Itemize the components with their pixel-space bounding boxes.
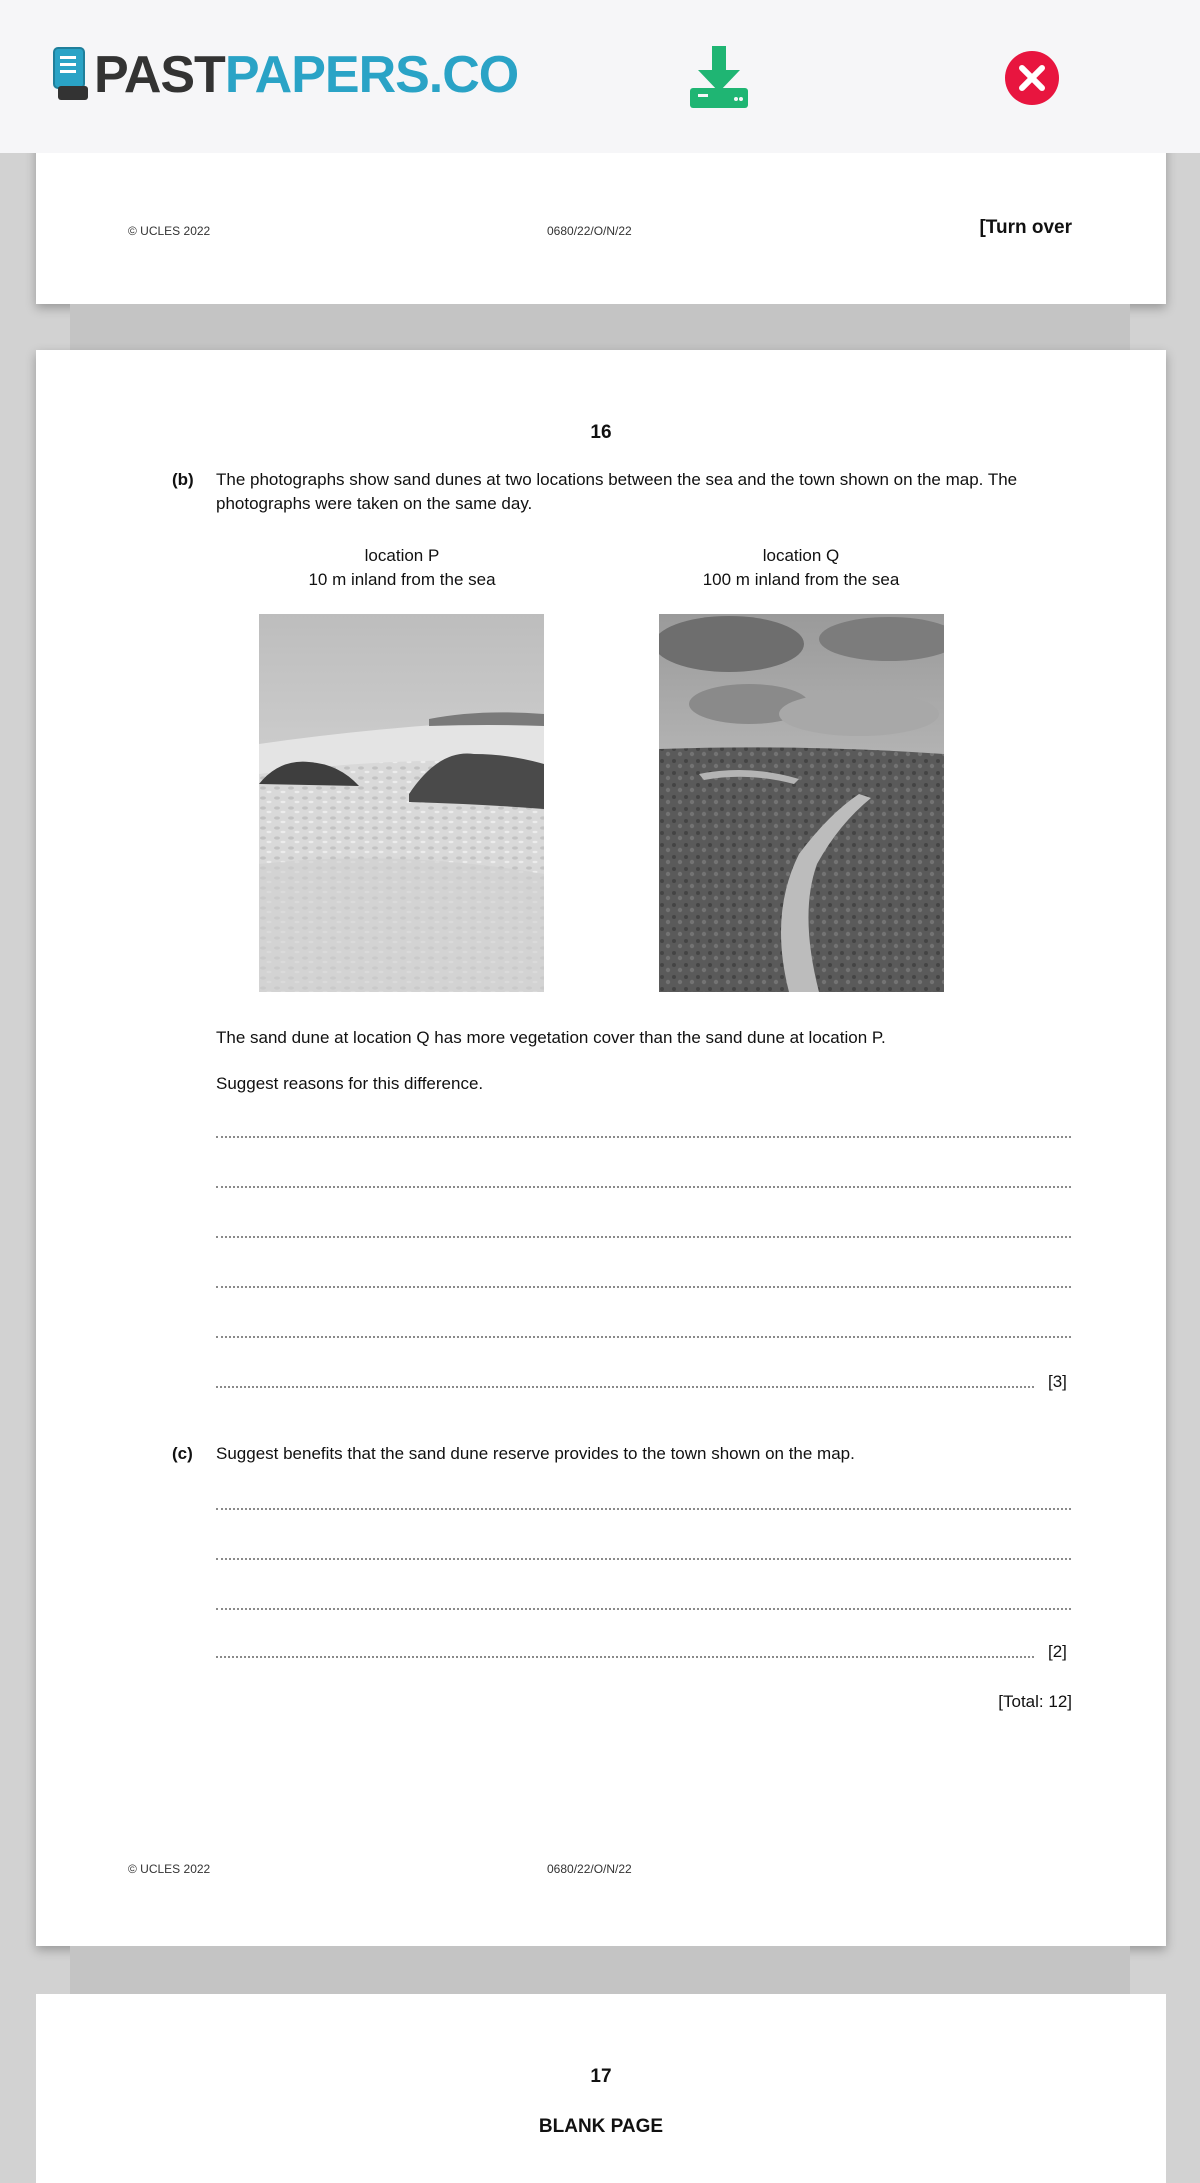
location-q-subtitle: 100 m inland from the sea [702,570,900,589]
answer-line-b6[interactable] [216,1386,1034,1388]
top-bar [0,0,1200,153]
answer-line-b5[interactable] [216,1336,1071,1338]
footer-paper-code: 0680/22/O/N/22 [547,1862,632,1876]
question-b-tag: (b) [172,470,194,489]
answer-line-b1[interactable] [216,1136,1071,1138]
blank-page-label: BLANK PAGE [538,2116,664,2137]
page-gap [70,1946,1130,1994]
answer-line-b4[interactable] [216,1286,1071,1288]
answer-line-c4[interactable] [216,1656,1034,1658]
total-marks: [Total: 12] [998,1692,1072,1711]
page-17 [36,1994,1166,2183]
question-c-text: Suggest benefits that the sand dune reserve provides to the town shown on the map. [216,1444,855,1463]
photo-location-p [259,614,544,992]
page-number: 16 [590,422,612,443]
logo-text-papers: PAPERS.CO [224,46,519,104]
logo-document-icon [52,46,92,104]
photo-location-q [659,614,944,992]
footer-copyright: © UCLES 2022 [128,224,211,238]
footer-paper-code: 0680/22/O/N/22 [547,224,632,238]
location-p-subtitle: 10 m inland from the sea [308,570,496,589]
answer-line-b3[interactable] [216,1236,1071,1238]
question-b-text: The photographs show sand dunes at two locations between the sea and the town shown on the map. The photographs were taken on the same day. [216,470,1018,513]
question-b-prompt: Suggest reasons for this difference. [216,1074,484,1093]
answer-line-c1[interactable] [216,1508,1071,1510]
close-circle-icon [1004,50,1060,106]
marks-c: [2] [1048,1642,1067,1661]
turn-over-label: [Turn over [979,217,1072,238]
answer-line-c2[interactable] [216,1558,1071,1560]
logo-text-past: PAST [94,46,225,104]
page-16 [36,350,1166,1946]
site-logo[interactable] [52,40,518,110]
answer-line-b2[interactable] [216,1186,1071,1188]
download-icon [688,44,750,110]
close-button[interactable] [1004,50,1060,106]
location-q-title: location Q [762,546,840,565]
location-p-title: location P [364,546,440,565]
marks-b: [3] [1048,1372,1067,1391]
page-number: 17 [590,2066,612,2087]
footer-copyright: © UCLES 2022 [128,1862,211,1876]
question-c-tag: (c) [172,1444,193,1463]
answer-line-c3[interactable] [216,1608,1071,1610]
statement-text: The sand dune at location Q has more vegetation cover than the sand dune at location P. [216,1028,886,1047]
page-gap [70,304,1130,350]
download-button[interactable] [688,44,750,110]
